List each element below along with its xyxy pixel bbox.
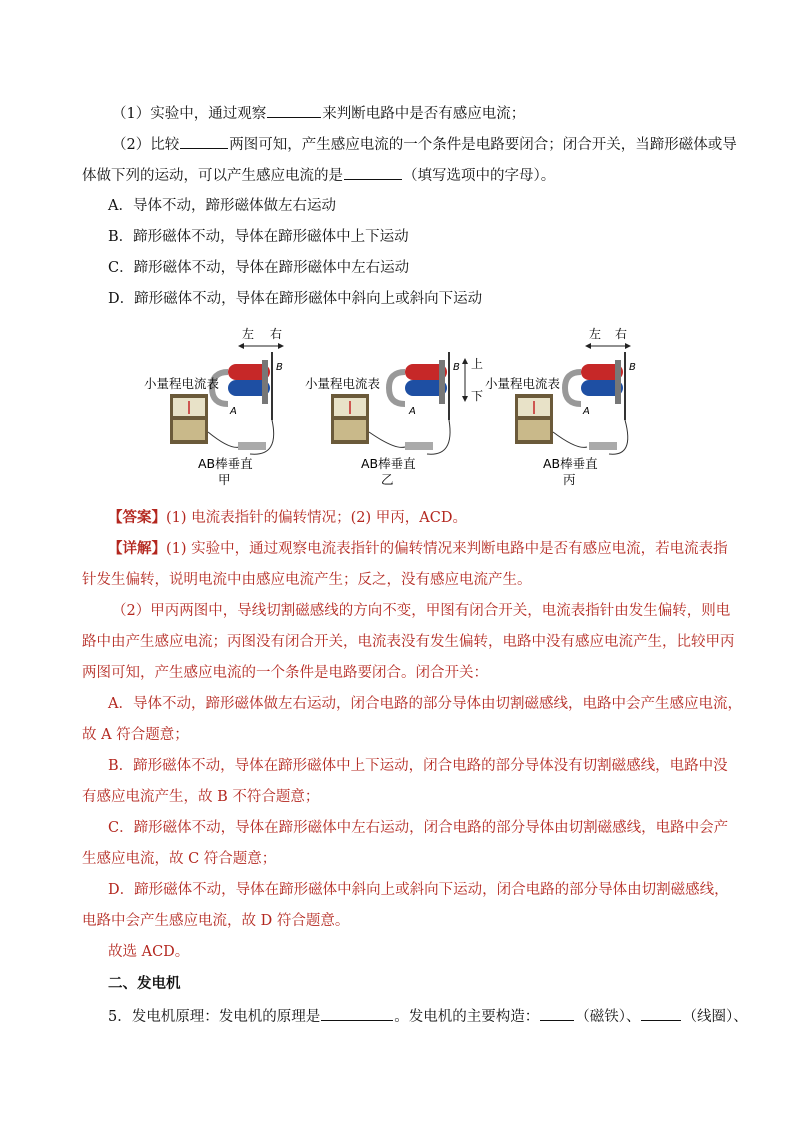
detail-option-c-1: C．蹄形磁体不动，导体在蹄形磁体中左右运动，闭合电路的部分导体由切割磁感线，电路中会产	[108, 820, 729, 836]
arrow-label-down: 下	[471, 389, 484, 403]
detail-line-2: 针发生偏转，说明电流中由感应电流产生；反之，没有感应电流产生。	[82, 572, 532, 588]
answer-line: 【答案】(1) 电流表指针的偏转情况；(2) 甲丙，ACD。	[108, 509, 467, 526]
svg-text:A: A	[583, 406, 590, 417]
option-d: D．蹄形磁体不动，导体在蹄形磁体中斜向上或斜向下运动	[108, 291, 483, 307]
rod-caption: AB棒垂直	[543, 456, 598, 471]
answer-blank[interactable]	[267, 103, 321, 118]
option-c: C．蹄形磁体不动，导体在蹄形磁体中左右运动	[108, 260, 410, 276]
answer-blank[interactable]	[180, 134, 228, 149]
question-2-line-2: 体做下列的运动，可以产生感应电流的是 （填写选项中的字母）。	[82, 165, 555, 186]
panel-yi	[305, 352, 483, 487]
svg-text:A: A	[230, 406, 237, 417]
detail-line-1: 【详解】(1) 实验中，通过观察电流表指针的偏转情况来判断电路中是否有感应电流，若电流表指	[108, 540, 728, 557]
detail-option-d-1: D．蹄形磁体不动，导体在蹄形磁体中斜向上或斜向下运动，闭合电路的部分导体由切割磁感线，	[108, 882, 729, 898]
option-b: B．蹄形磁体不动，导体在蹄形磁体中上下运动	[108, 229, 409, 245]
question-2-line-1: （2）比较 两图可知，产生感应电流的一个条件是电路要闭合；闭合开关，当蹄形磁体或导	[112, 134, 737, 155]
panel-name: 甲	[218, 472, 231, 487]
detail-line-3: （2）甲丙两图中，导线切割磁感线的方向不变，甲图有闭合开关，电流表指针由发生偏转，则电	[112, 603, 731, 619]
rod-caption: AB棒垂直	[198, 456, 253, 471]
section-heading: 二、发电机	[108, 975, 181, 992]
arrow-label-right: 右	[270, 327, 283, 341]
detail-conclusion: 故选 ACD。	[108, 944, 190, 960]
arrow-label-left: 左	[589, 327, 602, 341]
meter-label: 小量程电流表	[485, 376, 561, 391]
panel-bing	[485, 327, 636, 487]
experiment-figure	[130, 322, 670, 492]
meter-label: 小量程电流表	[305, 376, 381, 391]
arrow-label-left: 左	[242, 327, 255, 341]
answer-blank[interactable]	[641, 1006, 681, 1021]
meter-label: 小量程电流表	[144, 376, 220, 391]
answer-blank[interactable]	[321, 1006, 393, 1021]
arrow-label-right: 右	[615, 327, 628, 341]
svg-text:A: A	[409, 406, 416, 417]
experiment-diagram	[130, 322, 670, 492]
svg-text:B: B	[276, 362, 283, 373]
question-5: 5．发电机原理：发电机的原理是 。发电机的主要构造： （磁铁）、 （线圈）、	[108, 1006, 748, 1027]
switch	[405, 442, 433, 450]
detail-option-a-2: 故 A 符合题意；	[82, 727, 189, 743]
svg-text:B: B	[629, 362, 636, 373]
answer-tag: 【答案】	[108, 509, 166, 526]
switch	[238, 442, 266, 450]
detail-option-a-1: A．导体不动，蹄形磁体做左右运动，闭合电路的部分导体由切割磁感线，电路中会产生感应电流，	[108, 696, 742, 712]
detail-option-d-2: 电路中会产生感应电流，故 D 符合题意。	[82, 913, 350, 929]
arrow-label-up: 上	[471, 357, 484, 371]
rod-caption: AB棒垂直	[361, 456, 416, 471]
panel-name: 乙	[381, 472, 394, 487]
detail-tag: 【详解】	[108, 540, 166, 557]
detail-option-b-1: B．蹄形磁体不动，导体在蹄形磁体中上下运动，闭合电路的部分导体没有切割磁感线，电路中没	[108, 758, 728, 774]
answer-blank[interactable]	[344, 165, 402, 180]
question-1: （1）实验中，通过观察 来判断电路中是否有感应电流；	[112, 103, 525, 124]
answer-blank[interactable]	[540, 1006, 574, 1021]
detail-option-c-2: 生感应电流，故 C 符合题意；	[82, 851, 277, 867]
detail-option-b-2: 有感应电流产生，故 B 不符合题意；	[82, 789, 320, 805]
option-a: A．导体不动，蹄形磁体做左右运动	[108, 198, 336, 214]
panel-jia	[144, 327, 284, 487]
switch	[589, 442, 617, 450]
panel-name: 丙	[563, 472, 576, 487]
detail-line-5: 两图可知，产生感应电流的一个条件是电路要闭合。闭合开关：	[82, 665, 488, 681]
svg-text:B: B	[453, 362, 460, 373]
detail-line-4: 路中由产生感应电流；丙图没有闭合开关，电流表没有发生偏转，电路中没有感应电流产生，比较甲丙	[82, 634, 735, 650]
